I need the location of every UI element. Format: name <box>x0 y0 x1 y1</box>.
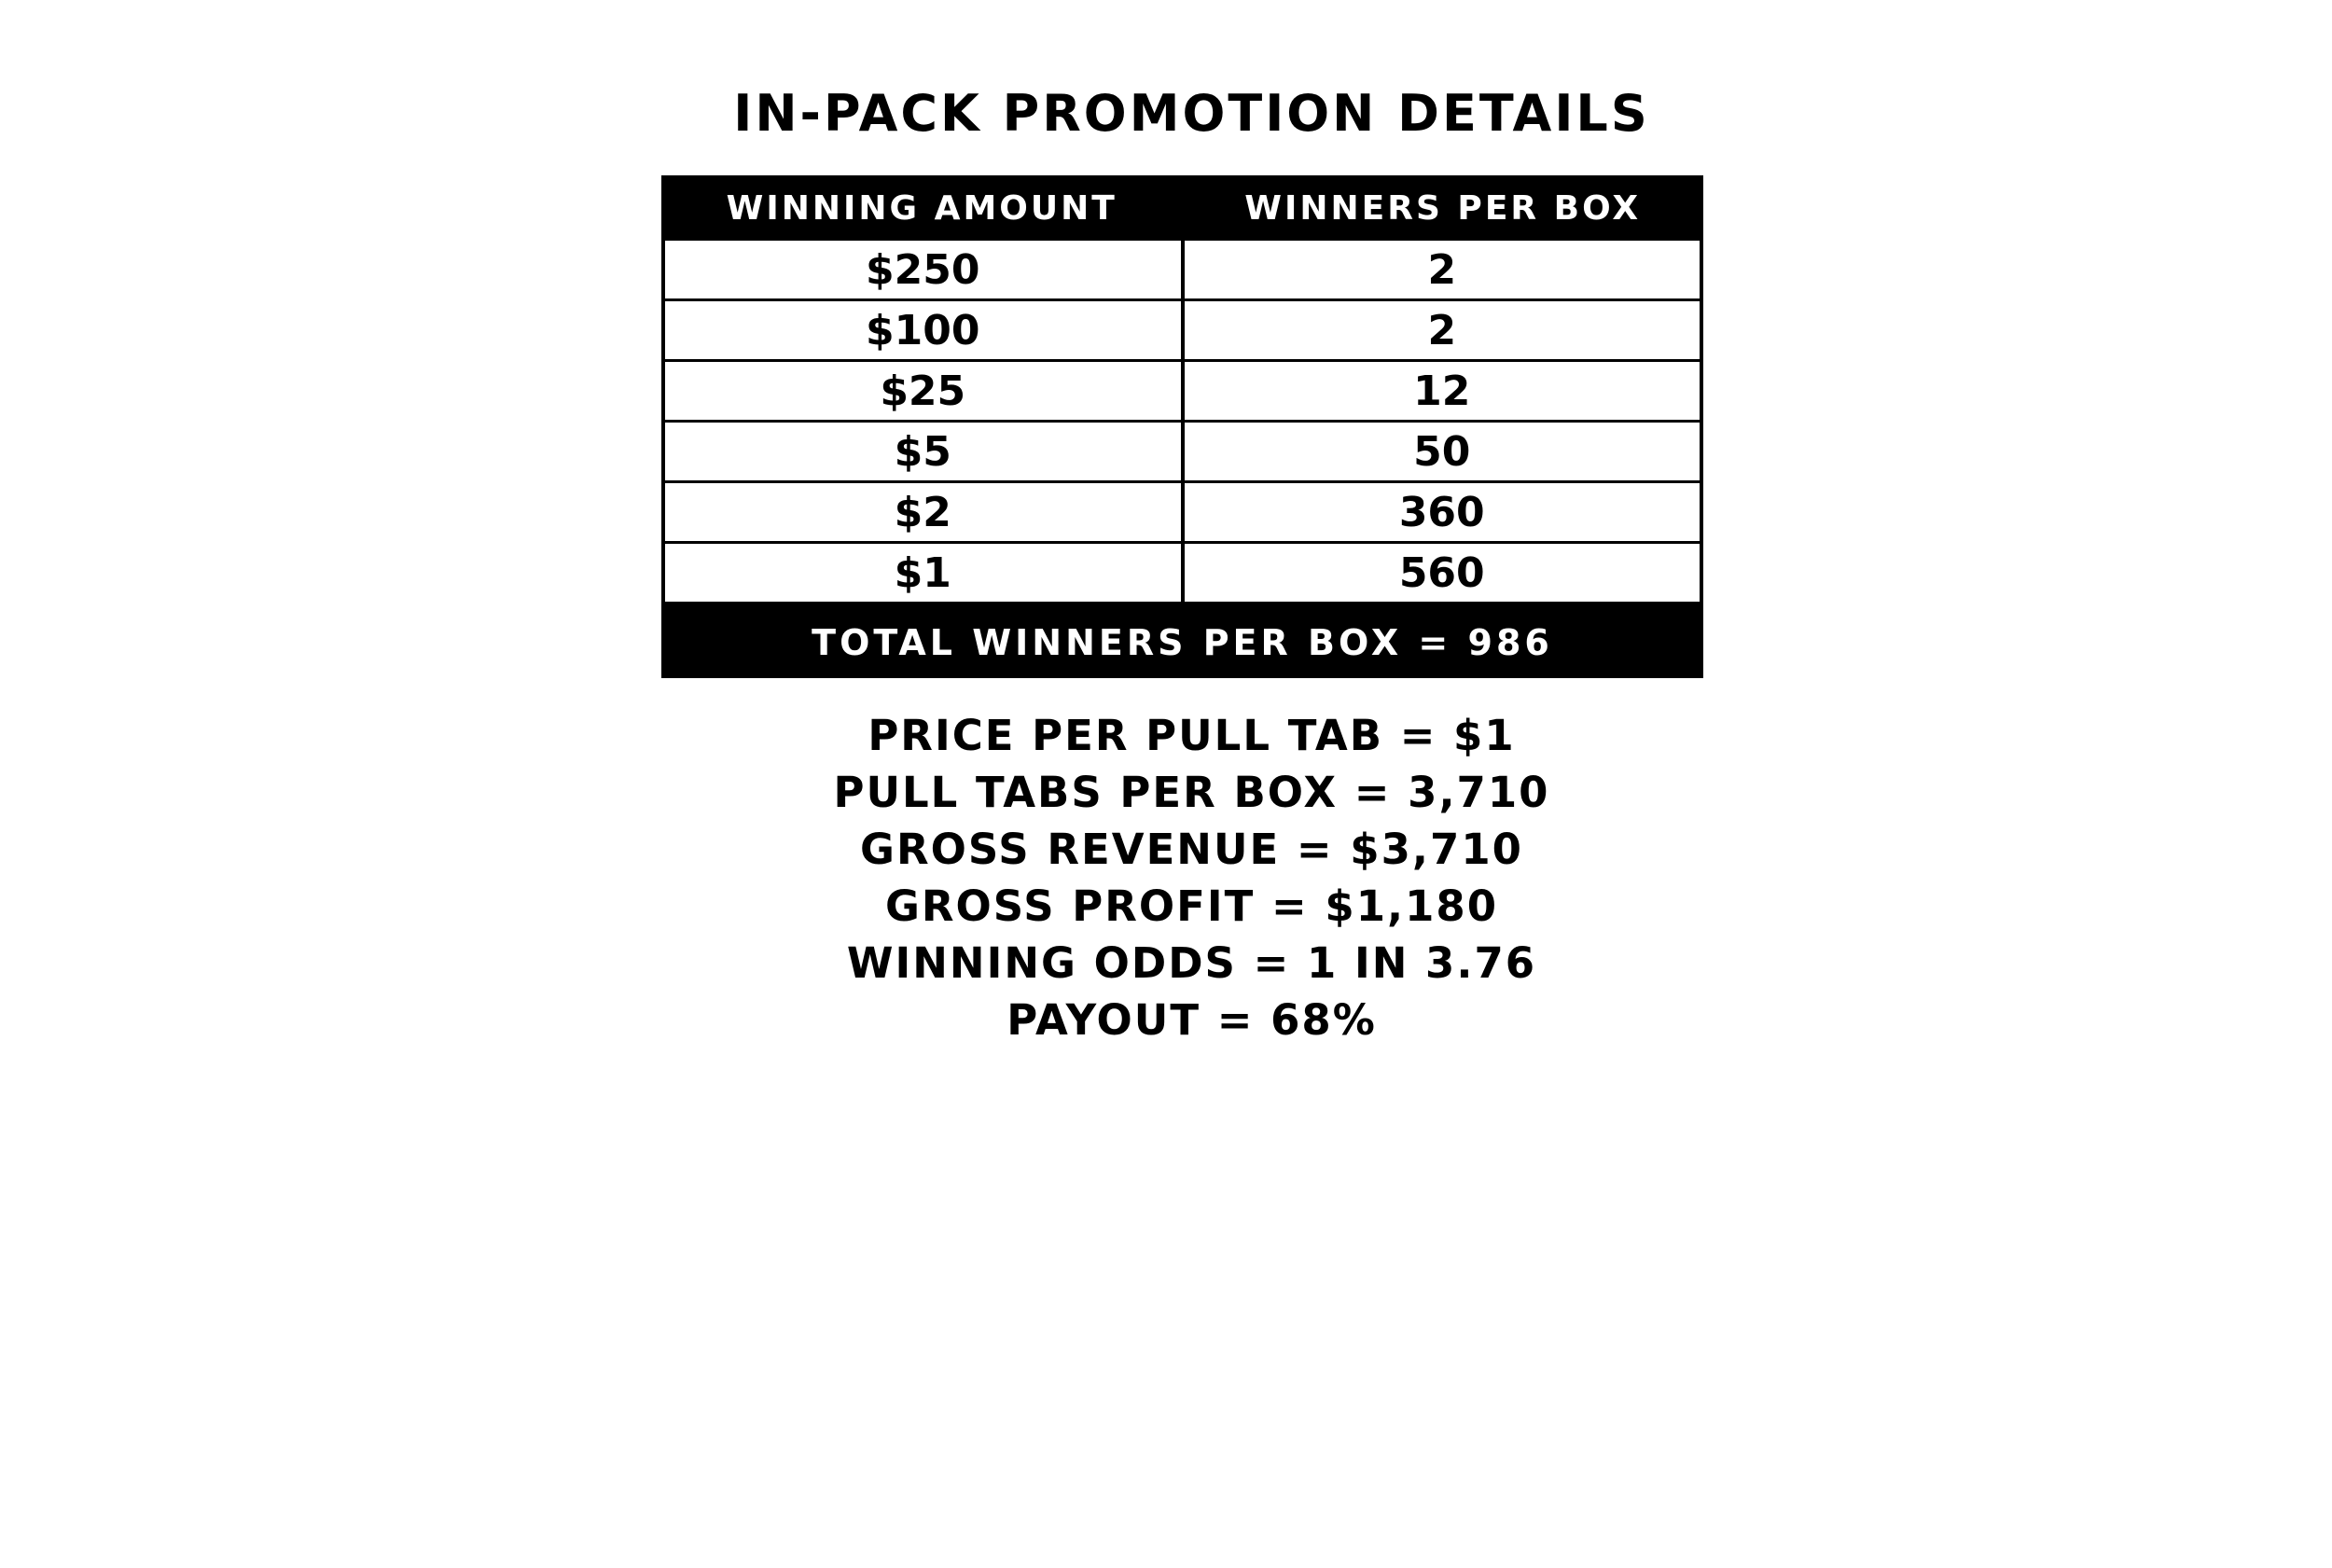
winners-cell: 560 <box>1185 544 1700 602</box>
stat-gross-profit: GROSS PROFIT = $1,180 <box>884 881 1499 931</box>
stat-gross-revenue: GROSS REVENUE = $3,710 <box>860 825 1523 874</box>
table-row <box>665 301 1700 359</box>
promotion-table <box>661 175 1703 678</box>
winners-cell: 12 <box>1185 362 1700 420</box>
amount-cell: $1 <box>665 544 1181 602</box>
stat-pull-tabs-per-box: PULL TABS PER BOX = 3,710 <box>833 768 1550 817</box>
winners-cell: 2 <box>1185 301 1700 359</box>
amount-cell: $250 <box>665 241 1181 298</box>
winners-cell: 2 <box>1185 241 1700 298</box>
table-footer-total: TOTAL WINNERS PER BOX = 986 <box>812 621 1553 663</box>
amount-cell: $25 <box>665 362 1181 420</box>
page-title: IN-PACK PROMOTION DETAILS <box>733 84 1650 143</box>
table-row <box>665 241 1700 298</box>
table-row <box>665 483 1700 541</box>
amount-cell: $2 <box>665 483 1181 541</box>
table-header <box>661 175 1703 241</box>
header-winners-per-box: WINNERS PER BOX <box>1244 188 1642 228</box>
table-row <box>665 423 1700 480</box>
stat-payout: PAYOUT = 68% <box>1006 995 1377 1045</box>
amount-cell: $100 <box>665 301 1181 359</box>
promotion-stats <box>0 707 2332 1048</box>
table-body <box>665 241 1700 602</box>
stat-price-per-pull-tab: PRICE PER PULL TAB = $1 <box>868 711 1516 760</box>
header-winning-amount: WINNING AMOUNT <box>726 188 1117 228</box>
winners-cell: 50 <box>1185 423 1700 480</box>
amount-cell: $5 <box>665 423 1181 480</box>
winners-cell: 360 <box>1185 483 1700 541</box>
table-row <box>665 362 1700 420</box>
table-row <box>665 544 1700 602</box>
stat-winning-odds: WINNING ODDS = 1 IN 3.76 <box>846 938 1537 988</box>
